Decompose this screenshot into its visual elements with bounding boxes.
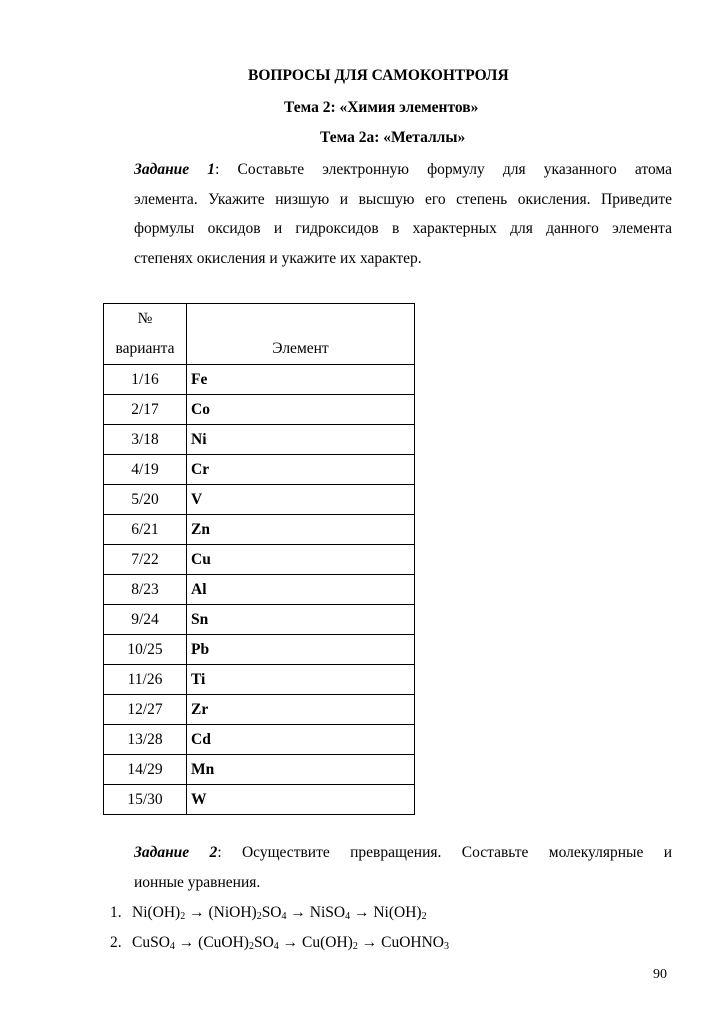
header-element: Элемент <box>187 304 415 365</box>
formula-subscript: 2 <box>421 911 427 922</box>
table-row <box>104 695 415 725</box>
task1-paragraph <box>134 155 672 273</box>
formula-subscript: 2 <box>248 941 254 952</box>
variant-cell: 11/26 <box>104 665 187 695</box>
variant-cell: 2/17 <box>104 395 187 425</box>
formula-subscript: 4 <box>169 941 175 952</box>
formula-text: → NiSO <box>286 904 346 921</box>
header-num-sign: № <box>137 310 153 327</box>
topic-title: Тема 2: «Химия элементов» <box>284 99 479 116</box>
variant-cell: 1/16 <box>104 365 187 395</box>
element-cell: W <box>187 785 415 815</box>
table-row <box>104 785 415 815</box>
element-cell: Fe <box>187 365 415 395</box>
formula-text: SO <box>253 934 274 951</box>
variant-cell: 14/29 <box>104 755 187 785</box>
table-row <box>104 575 415 605</box>
table-body <box>104 365 415 815</box>
table-row <box>104 365 415 395</box>
variant-cell: 8/23 <box>104 575 187 605</box>
table-row <box>104 485 415 515</box>
element-cell: Sn <box>187 605 415 635</box>
element-cell: Zr <box>187 695 415 725</box>
variant-cell: 10/25 <box>104 635 187 665</box>
table-row <box>104 605 415 635</box>
formula-text: SO <box>261 904 282 921</box>
formula-subscript: 2 <box>256 911 262 922</box>
task2-line-2: ионные уравнения. <box>134 873 261 891</box>
variant-cell: 13/28 <box>104 725 187 755</box>
formula-text: → Ni(OH) <box>350 904 422 921</box>
element-cell: Ni <box>187 425 415 455</box>
task1-line-1 <box>134 155 672 185</box>
table-row <box>104 665 415 695</box>
task1-label: Задание 1 <box>134 161 216 178</box>
task2-paragraph <box>134 838 672 897</box>
formula-subscript: 3 <box>443 941 449 952</box>
table-row <box>104 455 415 485</box>
formula-text: → Cu(OH) <box>278 934 353 951</box>
table-row <box>104 395 415 425</box>
variant-cell: 6/21 <box>104 515 187 545</box>
formula-text: → CuOHNO <box>357 934 444 951</box>
section-title: ВОПРОСЫ ДЛЯ САМОКОНТРОЛЯ <box>248 67 509 84</box>
element-cell: Al <box>187 575 415 605</box>
variant-cell: 4/19 <box>104 455 187 485</box>
page-number: 90 <box>653 967 667 982</box>
task1-line-4: степенях окисления и укажите их характер. <box>134 249 422 267</box>
variant-cell: 15/30 <box>104 785 187 815</box>
element-cell: Zn <box>187 515 415 545</box>
element-cell: Co <box>187 395 415 425</box>
variant-cell: 7/22 <box>104 545 187 575</box>
task1-line-2: элемента. Укажите низшую и высшую его степень окисления. Приведите <box>134 190 672 208</box>
formula-subscript: 4 <box>345 911 351 922</box>
formula-text: → (CuOH) <box>174 934 249 951</box>
formula-text: CuSO <box>132 934 170 951</box>
table-row <box>104 425 415 455</box>
element-cell: Cu <box>187 545 415 575</box>
variant-cell: 5/20 <box>104 485 187 515</box>
task1-line-3: формулы оксидов и гидроксидов в характерных для данного элемента <box>134 220 672 237</box>
formula-subscript: 4 <box>281 911 287 922</box>
task2-label: Задание 2 <box>134 844 218 861</box>
element-cell: Ti <box>187 665 415 695</box>
formula-text: Ni(OH) <box>132 904 181 921</box>
table-row <box>104 755 415 785</box>
table-row <box>104 515 415 545</box>
element-cell: V <box>187 485 415 515</box>
equation-number: 1. <box>110 904 122 921</box>
element-cell: Pb <box>187 635 415 665</box>
elements-table <box>103 303 415 815</box>
header-variant <box>104 304 187 365</box>
header-variant-word: варианта <box>115 340 175 357</box>
equation-1 <box>110 904 427 922</box>
variant-cell: 12/27 <box>104 695 187 725</box>
variant-cell: 3/18 <box>104 425 187 455</box>
table-row <box>104 545 415 575</box>
subtopic-title: Тема 2а: «Металлы» <box>320 129 466 146</box>
variant-cell: 9/24 <box>104 605 187 635</box>
element-cell: Mn <box>187 755 415 785</box>
equation-number: 2. <box>110 934 122 951</box>
table-row <box>104 725 415 755</box>
formula-subscript: 2 <box>180 911 186 922</box>
element-cell: Cr <box>187 455 415 485</box>
table-row <box>104 635 415 665</box>
task1-text-1: : Составьте электронную формулу для указанного атома <box>215 161 672 178</box>
element-cell: Cd <box>187 725 415 755</box>
formula-text: → (NiOH) <box>185 904 257 921</box>
task2-line-1 <box>134 838 672 868</box>
task2-text-1: : Осуществите превращения. Составьте молекулярные и <box>217 844 672 861</box>
table-header-row <box>104 304 415 365</box>
formula-subscript: 2 <box>352 941 358 952</box>
formula-subscript: 4 <box>273 941 279 952</box>
equation-2 <box>110 934 449 952</box>
